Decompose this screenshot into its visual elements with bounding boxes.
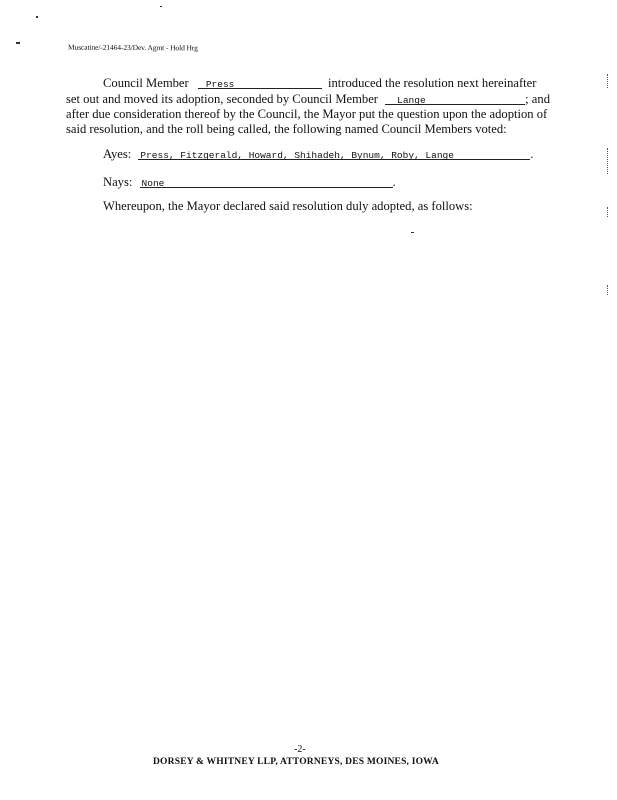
footer-firm: DORSEY & WHITNEY LLP, ATTORNEYS, DES MOINES, IOWA <box>153 757 439 767</box>
ayes-names: Press, Fitzgerald, Howard, Shihadeh, Bynum, Roby, Lange <box>140 150 454 161</box>
paragraph-line-1 <box>103 76 536 91</box>
text-and: ; and <box>525 92 550 106</box>
seconder-name: Lange <box>397 95 426 106</box>
scan-speck <box>160 6 162 7</box>
text-introduced: introduced the resolution next hereinafter <box>328 76 537 90</box>
scan-edge-dots <box>607 148 609 174</box>
scan-edge-dots <box>607 285 609 295</box>
nays-label: Nays: <box>103 175 133 189</box>
nays-names: None <box>141 178 165 189</box>
scan-edge-dots <box>607 207 609 217</box>
blank-seconder <box>385 92 525 105</box>
ayes-line: Ayes: Press, Fitzgerald, Howard, Shihadeh, Bynum, Roby, Lange . <box>103 147 534 161</box>
scan-edge-dots <box>607 74 609 88</box>
page-number: -2- <box>294 744 306 755</box>
introducer-name: Press <box>205 79 235 90</box>
document-reference: Muscatine/-21464-23/Dev. Agmt - Hold Hrg <box>67 42 198 53</box>
blank-nays <box>140 175 393 188</box>
text-council-member: Council Member <box>103 76 189 90</box>
nays-line: Nays: None . <box>103 175 396 189</box>
scan-speck <box>411 232 414 233</box>
blank-introducer <box>198 76 322 89</box>
paragraph-line-2 <box>66 92 550 107</box>
scan-speck <box>36 16 38 18</box>
paragraph-line-4: said resolution, and the roll being called, the following named Council Members voted: <box>66 122 507 136</box>
paragraph-line-3: after due consideration thereof by the Council, the Mayor put the question upon the adoption of <box>66 107 548 121</box>
text-seconded-by: set out and moved its adoption, seconded by Council Member <box>66 92 378 106</box>
blank-ayes <box>138 147 530 160</box>
scan-speck <box>16 42 20 44</box>
ayes-label: Ayes: <box>103 147 132 161</box>
whereupon-line: Whereupon, the Mayor declared said resolution duly adopted, as follows: <box>103 199 473 213</box>
